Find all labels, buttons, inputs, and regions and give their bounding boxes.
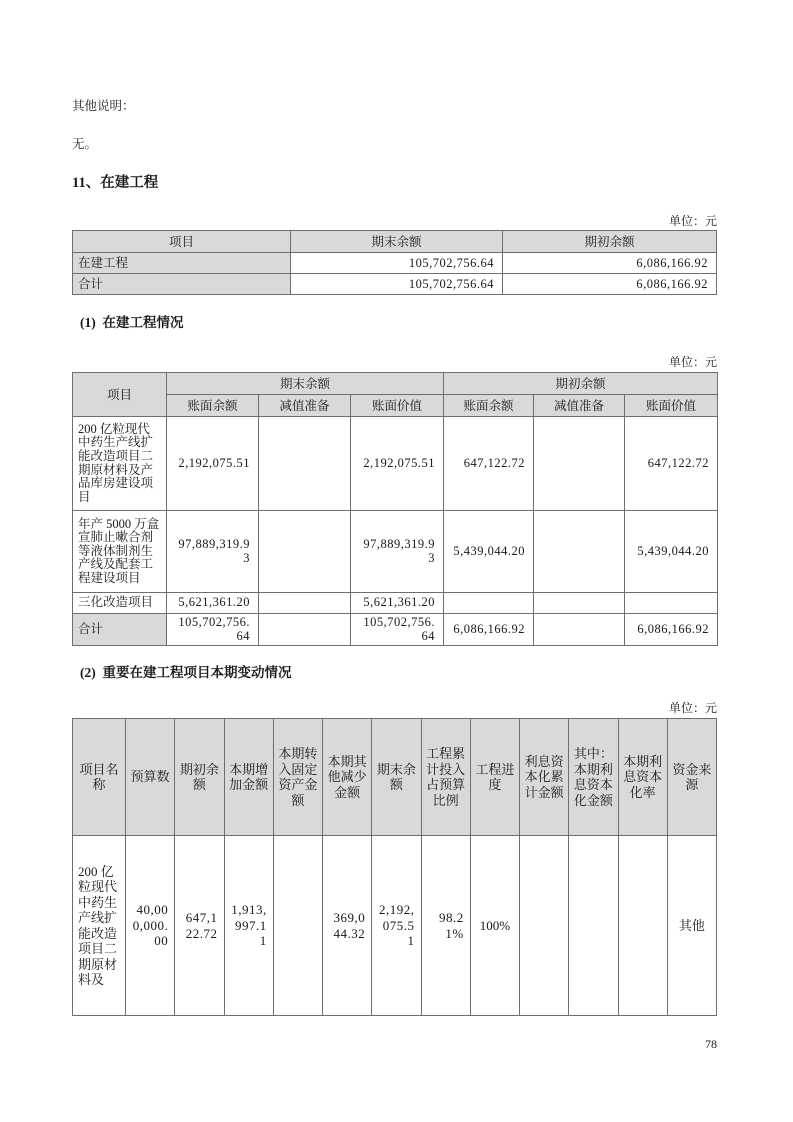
- cell-value: [625, 593, 718, 614]
- column-header-funding-source: 资金来源: [667, 719, 716, 836]
- cell-funding-source: 其他: [667, 836, 716, 1016]
- cell-value: 5,621,361.20: [167, 593, 259, 614]
- cell-value: 647,122.72: [625, 417, 718, 511]
- column-header-book-balance: 账面余额: [167, 395, 259, 417]
- section-11-title: 11、在建工程: [72, 175, 159, 191]
- cell-value: 2,192,075.51: [167, 417, 259, 511]
- cell-project: 200 亿粒现代中药生产线扩能改造项目二期原材料及产品库房建设项目: [73, 417, 167, 511]
- cell-project: 三化改造项目: [73, 593, 167, 614]
- cell-value: 97,889,319.93: [167, 511, 259, 593]
- column-header-budget: 预算数: [126, 719, 175, 836]
- column-header-progress: 工程进度: [470, 719, 519, 836]
- column-header-beginning-balance: 期初余额: [175, 719, 224, 836]
- column-header-impairment: 减值准备: [534, 395, 625, 417]
- cell-project: 年产 5000 万盒宣肺止嗽合剂等液体制剂生产线及配套工程建设项目: [73, 511, 167, 593]
- cell-value: [534, 417, 625, 511]
- cell-value: 6,086,166.92: [625, 614, 718, 646]
- column-header-carrying-value: 账面价值: [625, 395, 718, 417]
- column-header-increase: 本期增加金额: [224, 719, 273, 836]
- cell-project: 合计: [73, 274, 291, 295]
- cell-value: [534, 593, 625, 614]
- cell-value: [534, 511, 625, 593]
- cell-beginning: 647,122.72: [175, 836, 224, 1016]
- cell-project-name: 200 亿粒现代中药生产线扩能改造项目二期原材料及: [73, 836, 126, 1016]
- cell-value: 5,439,044.20: [625, 511, 718, 593]
- cell-capitalized-cumulative: [520, 836, 569, 1016]
- column-header-project: 项目: [73, 373, 167, 417]
- cell-ending: 2,192,075.51: [372, 836, 421, 1016]
- column-header-capitalization-rate: 本期利息资本化率: [618, 719, 667, 836]
- cell-project: 在建工程: [73, 253, 291, 274]
- column-header-investment-ratio: 工程累计投入占预算比例: [421, 719, 470, 836]
- column-header-capitalized-interest-cumulative: 利息资本化累计金额: [520, 719, 569, 836]
- cell-capitalization-rate: [618, 836, 667, 1016]
- cell-value: 6,086,166.92: [444, 614, 534, 646]
- cell-value: 2,192,075.51: [351, 417, 444, 511]
- cip-detail-table: [72, 372, 718, 646]
- table-row: [73, 836, 717, 1016]
- cell-value: [444, 593, 534, 614]
- table-row-total: [73, 614, 718, 646]
- cell-budget: 40,000,000.00: [126, 836, 175, 1016]
- unit-label-1: 单位：元: [668, 214, 717, 228]
- column-group-ending-balance: 期末余额: [167, 373, 444, 395]
- cell-capitalized-current: [569, 836, 618, 1016]
- column-header-impairment: 减值准备: [259, 395, 351, 417]
- column-header-ending-balance: 期末余额: [372, 719, 421, 836]
- cell-progress: 100%: [470, 836, 519, 1016]
- table-header-row: [73, 719, 717, 836]
- cell-value: 647,122.72: [444, 417, 534, 511]
- cell-value: 5,621,361.20: [351, 593, 444, 614]
- cell-value: [259, 614, 351, 646]
- column-header-other-decrease: 本期其他减少金额: [323, 719, 372, 836]
- column-header-capitalized-interest-current: 其中：本期利息资本化金额: [569, 719, 618, 836]
- cell-value: 6,086,166.92: [503, 253, 717, 274]
- subsection-1-title: (1) 在建工程情况: [80, 315, 184, 330]
- column-header-project-name: 项目名称: [73, 719, 126, 836]
- cip-movement-table: [72, 718, 717, 1016]
- cell-increase: 1,913,997.11: [224, 836, 273, 1016]
- cell-value: 5,439,044.20: [444, 511, 534, 593]
- column-header-book-balance: 账面余额: [444, 395, 534, 417]
- column-header-transfer-to-fixed-assets: 本期转入固定资产金额: [273, 719, 322, 836]
- cell-value: 105,702,756.64: [291, 253, 503, 274]
- column-group-beginning-balance: 期初余额: [444, 373, 718, 395]
- cell-other-decrease: 369,044.32: [323, 836, 372, 1016]
- other-notes-value: 无。: [72, 137, 98, 151]
- cell-value: 105,702,756.64: [351, 614, 444, 646]
- cell-value: [259, 593, 351, 614]
- table-row: [73, 417, 718, 511]
- unit-label-3: 单位：元: [668, 701, 717, 715]
- column-header-carrying-value: 账面价值: [351, 395, 444, 417]
- cell-value: 6,086,166.92: [503, 274, 717, 295]
- column-header-ending: 期末余额: [291, 231, 503, 253]
- table-row: [73, 593, 718, 614]
- unit-label-2: 单位：元: [668, 355, 717, 369]
- cell-value: 97,889,319.93: [351, 511, 444, 593]
- column-header-beginning: 期初余额: [503, 231, 717, 253]
- page-number: 78: [705, 1037, 717, 1051]
- cell-value: 105,702,756.64: [291, 274, 503, 295]
- cell-total-label: 合计: [73, 614, 167, 646]
- table-subheader-row: [73, 395, 718, 417]
- cell-value: [259, 417, 351, 511]
- cell-value: 105,702,756.64: [167, 614, 259, 646]
- column-header-project: 项目: [73, 231, 291, 253]
- cell-value: [259, 511, 351, 593]
- table-row-total: [73, 274, 717, 295]
- cip-summary-table: [72, 230, 717, 295]
- other-notes-label: 其他说明：: [72, 99, 135, 113]
- table-header-row: [73, 373, 718, 395]
- table-header-row: [73, 231, 717, 253]
- table-row: [73, 253, 717, 274]
- cell-transfer: [273, 836, 322, 1016]
- cell-value: [534, 614, 625, 646]
- cell-investment-ratio: 98.21%: [421, 836, 470, 1016]
- table-row: [73, 511, 718, 593]
- subsection-2-title: (2) 重要在建工程项目本期变动情况: [80, 665, 292, 680]
